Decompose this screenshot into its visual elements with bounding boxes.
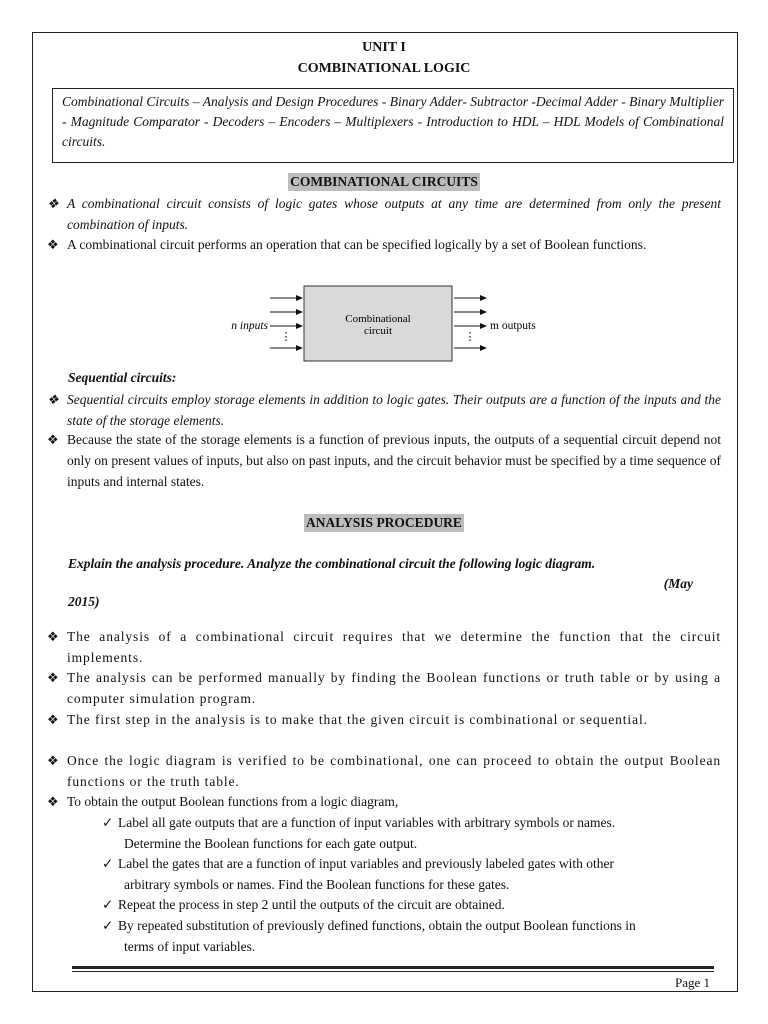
check-icon: ✓ — [102, 897, 114, 912]
bullet-text: A combinational circuit performs an operation that can be specified logically by a set of Boolean functions. — [67, 237, 647, 252]
bullet-icon: ❖ — [47, 670, 60, 685]
question-text: Explain the analysis procedure. Analyze the combinational circuit the following logic diagram. — [68, 556, 596, 571]
step-text: By repeated substitution of previously defined functions, obtain the output Boolean functions in — [118, 918, 636, 933]
box-label-line2: circuit — [363, 325, 393, 337]
inputs-label: n inputs — [231, 320, 268, 332]
bullet-icon: ❖ — [47, 794, 59, 809]
footer-rule — [72, 966, 714, 969]
list-item — [47, 709, 721, 730]
question-year: 2015) — [68, 594, 100, 609]
bullet-icon: ❖ — [47, 196, 59, 211]
analysis-heading-wrap — [0, 514, 768, 532]
outputs-label: m outputs — [490, 320, 536, 332]
list-item — [47, 750, 721, 792]
check-icon: ✓ — [102, 918, 114, 933]
list-item — [47, 234, 721, 255]
page-number: Page 1 — [674, 975, 710, 990]
bullet-text: Because the state of the storage elements is a function of previous inputs, the outputs of a sequential circuit depend not only on present values of inputs, but also on past inputs, and the circuit behavior must be specified by a time sequence of inputs and internal states. — [67, 432, 721, 489]
question-month: (May — [663, 576, 693, 591]
step-text-cont: terms of input variables. — [124, 939, 256, 954]
bullet-icon: ❖ — [47, 392, 59, 407]
analysis-heading: ANALYSIS PROCEDURE — [306, 515, 462, 530]
list-item — [47, 389, 721, 431]
bullet-text: Once the logic diagram is verified to be combinational, one can proceed to obtain the output Boolean functions or the truth table. — [67, 753, 721, 789]
step-text: Label all gate outputs that are a function of input variables with arbitrary symbols or names. — [118, 815, 616, 830]
check-icon: ✓ — [102, 856, 114, 871]
bullet-text: The analysis can be performed manually by finding the Boolean functions or truth table or by using a computer simulation program. — [67, 670, 721, 706]
bullet-text: The first step in the analysis is to make that the given circuit is combinational or sequential. — [67, 712, 648, 727]
step-text-cont: Determine the Boolean functions for each gate output. — [124, 836, 418, 851]
chapter-title: COMBINATIONAL LOGIC — [297, 61, 471, 76]
bullet-text: To obtain the output Boolean functions from a logic diagram, — [67, 794, 399, 809]
step-text: Label the gates that are a function of input variables and previously labeled gates with other — [118, 856, 614, 871]
step-item — [102, 915, 722, 957]
list-item — [47, 791, 721, 812]
input-dots: ⋮ — [280, 331, 292, 343]
bullet-icon: ❖ — [47, 629, 60, 644]
unit-label: UNIT I — [362, 40, 406, 55]
bullet-icon: ❖ — [47, 237, 59, 252]
footer-rule-thin — [72, 971, 714, 972]
combinational-block-diagram — [220, 284, 550, 364]
step-item — [102, 894, 722, 915]
step-item — [102, 853, 722, 895]
bullet-text: The analysis of a combinational circuit requires that we determine the function that the circuit implements. — [67, 629, 721, 665]
combinational-heading: COMBINATIONAL CIRCUITS — [290, 174, 478, 189]
output-dots: ⋮ — [464, 331, 476, 343]
bullet-icon: ❖ — [47, 753, 60, 768]
bullet-text: Sequential circuits employ storage elements in addition to logic gates. Their outputs are a function of the inputs and the state of the storage elements. — [67, 392, 721, 428]
syllabus-box: Combinational Circuits – Analysis and Design Procedures - Binary Adder- Subtractor -Decimal Adder - Binary Multiplier - Magnitude Comparator - Decoders – Encoders – Multiplexers - Introduction to HDL – HDL Models of Combinational circuits. — [52, 88, 734, 163]
list-item — [47, 667, 721, 709]
sequential-heading: Sequential circuits: — [68, 370, 177, 385]
step-item — [102, 812, 722, 854]
box-label-line1: Combinational — [345, 313, 411, 325]
bullet-icon: ❖ — [47, 432, 59, 447]
bullet-icon: ❖ — [47, 712, 60, 727]
step-text-cont: arbitrary symbols or names. Find the Boolean functions for these gates. — [124, 877, 510, 892]
list-item — [47, 193, 721, 235]
step-text: Repeat the process in step 2 until the outputs of the circuit are obtained. — [118, 897, 505, 912]
combinational-heading-wrap — [0, 173, 768, 191]
check-icon: ✓ — [102, 815, 114, 830]
question-block — [68, 554, 693, 609]
list-item — [47, 626, 721, 668]
list-item — [47, 429, 721, 492]
bullet-text: A combinational circuit consists of logic gates whose outputs at any time are determined from only the present combination of inputs. — [67, 196, 721, 232]
